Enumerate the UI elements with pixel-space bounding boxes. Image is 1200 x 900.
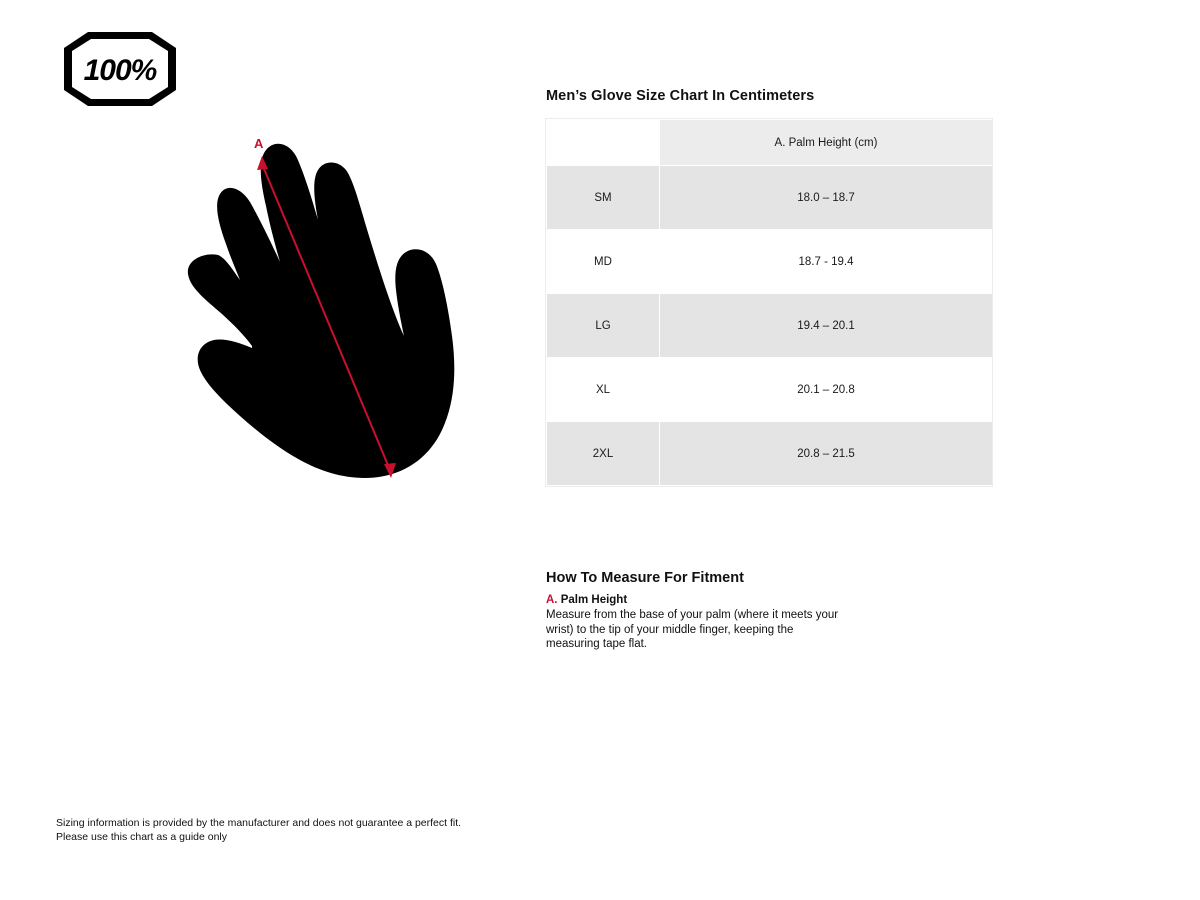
size-label: LG <box>547 294 660 358</box>
page-title: Men’s Glove Size Chart In Centimeters <box>546 88 815 104</box>
size-label: MD <box>547 230 660 294</box>
hand-silhouette-icon <box>160 130 520 520</box>
footer-line-2: Please use this chart as a guide only <box>56 831 228 843</box>
table-row <box>547 166 993 230</box>
hand-diagram <box>160 130 520 520</box>
size-chart-table <box>546 119 993 486</box>
table-header-row <box>547 120 993 166</box>
size-label: XL <box>547 358 660 422</box>
how-to-measure-item-letter: A. <box>546 594 558 606</box>
table-row <box>547 358 993 422</box>
table-header <box>547 120 993 166</box>
palm-height-value: 19.4 – 20.1 <box>660 294 993 358</box>
palm-height-value: 18.0 – 18.7 <box>660 166 993 230</box>
table-row <box>547 294 993 358</box>
100-percent-logo-icon <box>58 30 182 108</box>
footer-line-1: Sizing information is provided by the manufacturer and does not guarantee a perfect fit. <box>56 817 462 829</box>
palm-height-value: 20.8 – 21.5 <box>660 422 993 486</box>
measurement-label-a: A <box>254 136 264 151</box>
table-row <box>547 230 993 294</box>
how-to-measure-section <box>546 570 866 652</box>
column-header-palm-height: A. Palm Height (cm) <box>660 120 993 166</box>
size-label: 2XL <box>547 422 660 486</box>
footer-disclaimer <box>56 816 461 844</box>
table-body <box>547 166 993 486</box>
size-chart-section <box>546 88 992 486</box>
svg-text:100%: 100% <box>83 54 157 87</box>
palm-height-value: 20.1 – 20.8 <box>660 358 993 422</box>
table-row <box>547 422 993 486</box>
size-table-wrapper <box>546 119 992 486</box>
how-to-measure-item-title <box>546 594 866 606</box>
how-to-measure-title: How To Measure For Fitment <box>546 570 744 586</box>
how-to-measure-item-description: Measure from the base of your palm (where it meets your wrist) to the tip of your middle finger, keeping the measuring tape flat. <box>546 609 839 650</box>
table-corner-cell <box>547 120 660 166</box>
palm-height-value: 18.7 - 19.4 <box>660 230 993 294</box>
how-to-measure-item-name: Palm Height <box>560 594 628 606</box>
brand-logo <box>58 30 182 108</box>
size-label: SM <box>547 166 660 230</box>
